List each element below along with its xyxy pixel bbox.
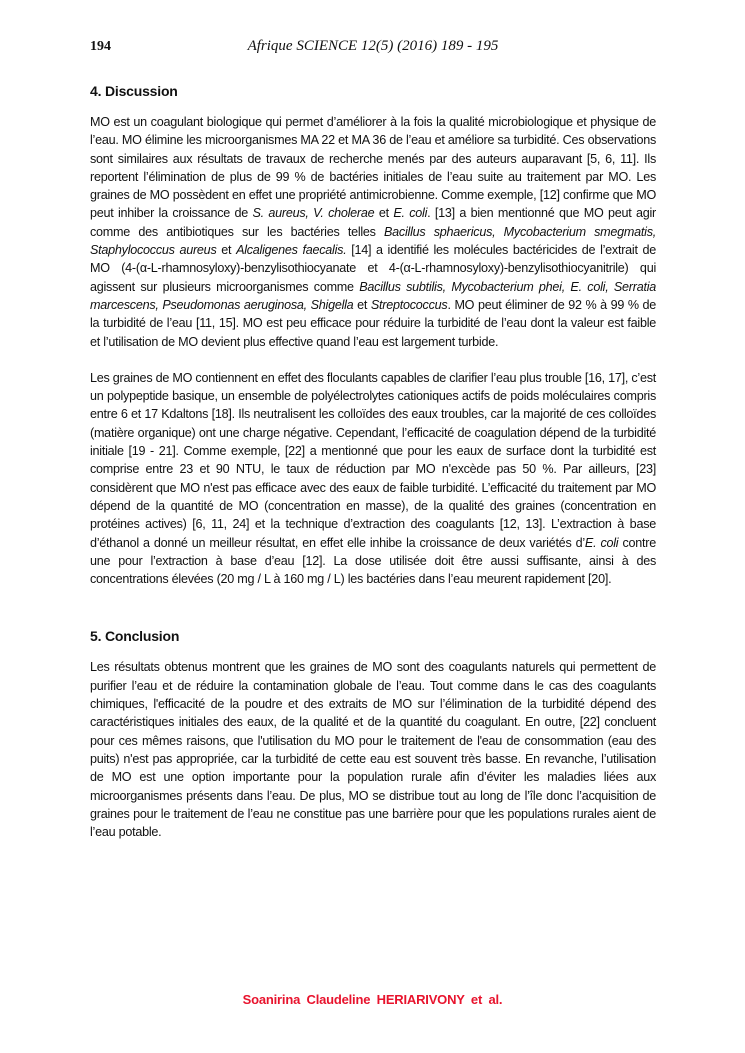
article-page [90,38,656,865]
discussion-paragraph-1: MO est un coagulant biologique qui permet d’améliorer à la fois la qualité microbiologique et physique de l’eau. MO élimine les microorganismes MA 22 et MA 36 de l’eau et améliore sa turbidité. Ces observations sont similaires aux résultats de travaux de recherche menés par des auteurs auparavant [5, 6, 11]. Ils reportent l’élimination de plus de 99 % de bactéries initiales de l’eau suite au traitement par MO. Les graines de MO possèdent en effet une propriété antimicrobienne. Comme exemple, [12] confirme que MO peut inhiber la croissance de S. aureus, V. cholerae et E. coli. [13] a bien mentionné que MO peut agir comme des antibiotiques sur les bactéries telles Bacillus sphaericus, Mycobacterium smegmatis, Staphylococcus aureus et Alcaligenes faecalis. [14] a identifié les molécules bactéricides de l’extrait de MO (4-(α-L-rhamnosyloxy)-benzylisothiocyanate et 4-(α-L-rhamnosyloxy)-benzylisothiocyanitrile) qui agissent sur plusieurs microorganismes comme Bacillus subtilis, Mycobacterium phei, E. coli, Serratia marcescens, Pseudomonas aeruginosa, Shigella et Streptococcus. MO peut éliminer de 92 % à 99 % de la turbidité de l’eau [11, 15]. MO est peu efficace pour réduire la turbidité de l’eau dont la valeur est faible et l’utilisation de MO devient plus effective quand l’eau est largement turbide. [90,115,657,349]
page-number: 194 [90,39,111,54]
section-title-conclusion: 5. Conclusion [90,628,180,645]
section-discussion [90,83,656,588]
section-title-discussion: 4. Discussion [90,83,178,99]
journal-reference: Afrique SCIENCE 12(5) (2016) 189 - 195 [247,38,499,54]
page-header [90,38,656,55]
conclusion-paragraph-1: Les résultats obtenus montrent que les graines de MO sont des coagulants naturels qui permettent de purifier l’eau et de réduire la contamination globale de l’eau. Tout comme dans le cas des coagulants chimiques, l'efficacité de la poudre et des extraits de MO sur l’élimination de la turbidité dépend des caractéristiques initiales des eaux, de la qualité et de la quantité du coagulant. En outre, [22] concluent pour ces mêmes raisons, que l'utilisation du MO pour le traitement de l'eau de consommation (eau des puits) n'est pas appropriée, car la turbidité de cette eau est souvent très basse. En revanche, l’utilisation de MO est une option importante pour la population rurale afin d’éviter les maladies liées aux microorganismes présents dans l’eau. De plus, MO se distribue tout au long de l’île donc l’acquisition de graines pour le traitement de l’eau ne constitue pas une barrière pour que les populations rurales aient de l’eau potable. [90,660,656,840]
footer-authors: Soanirina Claudeline HERIARIVONY et al. [242,992,503,1007]
section-conclusion [90,628,656,841]
discussion-paragraph-2: Les graines de MO contiennent en effet des floculants capables de clarifier l’eau plus trouble [16, 17], c’est un polypeptide basique, un ensemble de polyélectrolytes cationiques actifs de poids moléculaires compris entre 6 et 17 Kdaltons [18]. Ils neutralisent les colloïdes des eaux troubles, car la majorité de ces colloïdes (matière organique) ont une charge négative. Cependant, l’efficacité de coagulation dépend de la turbidité initiale [19 - 21]. Comme exemple, [22] a mentionné que pour les eaux de surface dont la turbidité est comprise entre 23 et 90 NTU, le taux de réduction par MO n'excède pas 50 %. Par ailleurs, [23] considèrent que MO n'est pas efficace avec des eaux de faible turbidité. L’efficacité du traitement par MO dépend de la quantité de MO (concentration en masse), de la qualité des graines (concentration en protéines actives) [6, 11, 24] et la technique d’extraction des coagulants [12, 13]. L’extraction à base d’éthanol a donné un meilleur résultat, en effet elle inhibe la croissance de deux variétés d’E. coli contre une pour l’extraction à base d’eau [12]. La dose utilisée doit être aussi suffisante, ainsi à des concentrations élevées (20 mg / L à 160 mg / L) les bactéries dans l’eau meurent rapidement [20]. [90,370,656,587]
